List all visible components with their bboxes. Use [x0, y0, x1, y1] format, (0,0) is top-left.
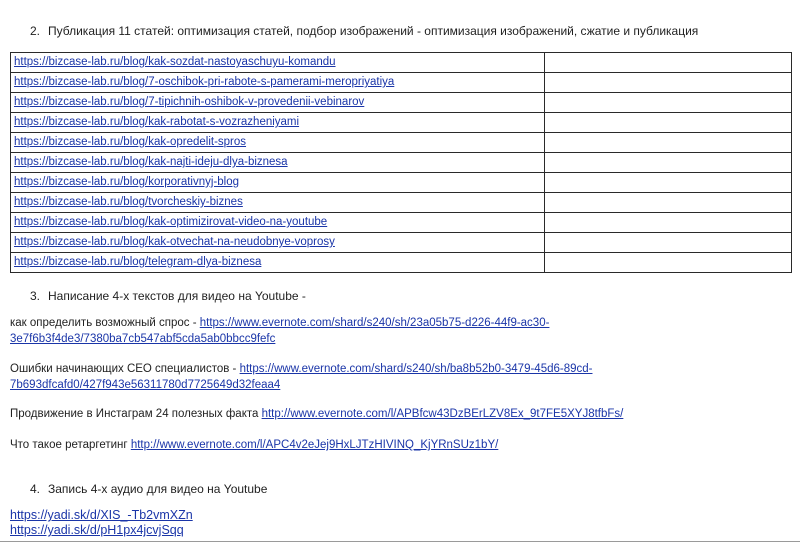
table-row: [11, 133, 792, 153]
table-row: [11, 93, 792, 113]
section-2-heading: [30, 24, 698, 38]
table-cell-empty: [544, 173, 791, 193]
table-cell-empty: [544, 133, 791, 153]
section-2-title: Публикация 11 статей: оптимизация статей, подбор изображений - оптимизация изображений, сжатие и публикация: [48, 24, 699, 38]
article-link[interactable]: https://bizcase-lab.ru/blog/korporativnyj-blog: [14, 176, 240, 188]
evernote-link[interactable]: https://www.evernote.com/shard/s240/sh/ba8b52b0-3479-45d6-89cd-: [239, 363, 593, 375]
table-row: [11, 173, 792, 193]
evernote-link[interactable]: https://www.evernote.com/shard/s240/sh/23a05b75-d226-44f9-ac30-: [199, 317, 550, 329]
article-link[interactable]: https://bizcase-lab.ru/blog/kak-najti-ideju-dlya-biznesa: [14, 156, 288, 168]
table-row: [11, 233, 792, 253]
table-cell-empty: [544, 213, 791, 233]
text-item-label: Ошибки начинающих СЕО специалистов -: [10, 363, 240, 375]
article-link[interactable]: https://bizcase-lab.ru/blog/kak-optimizirovat-video-na-youtube: [14, 216, 328, 228]
text-item: [10, 406, 623, 422]
article-link[interactable]: https://bizcase-lab.ru/blog/kak-sozdat-nastoyaschuyu-komandu: [14, 56, 336, 68]
table-row: [11, 213, 792, 233]
article-link[interactable]: https://bizcase-lab.ru/blog/telegram-dlya-biznesa: [14, 256, 262, 268]
evernote-link[interactable]: http://www.evernote.com/l/APC4v2eJej9HxLJTzHIVINQ_KjYRnSUz1bY/: [130, 439, 499, 451]
section-4-heading: [30, 482, 267, 496]
text-item-label: Что такое ретаргетинг: [10, 439, 131, 451]
section-3-number: 3.: [30, 289, 41, 303]
audio-link-item: [10, 508, 193, 523]
table-cell-empty: [544, 233, 791, 253]
table-cell-empty: [544, 93, 791, 113]
article-link[interactable]: https://bizcase-lab.ru/blog/kak-otvechat-na-neudobnye-voprosy: [14, 236, 335, 248]
table-row: [11, 53, 792, 73]
section-2-number: 2.: [30, 24, 41, 38]
article-link[interactable]: https://bizcase-lab.ru/blog/7-tipichnih-oshibok-v-provedenii-vebinarov: [14, 96, 365, 108]
table-row: [11, 193, 792, 213]
table-cell-empty: [544, 73, 791, 93]
table-cell-empty: [544, 153, 791, 173]
text-item: [10, 361, 592, 393]
section-4-number: 4.: [30, 482, 41, 496]
table-cell-empty: [544, 253, 791, 273]
article-link[interactable]: https://bizcase-lab.ru/blog/kak-rabotat-s-vozrazheniyami: [14, 116, 300, 128]
section-4-title: Запись 4-х аудио для видео на Youtube: [48, 482, 268, 496]
section-3-title: Написание 4-х текстов для видео на Youtube -: [48, 289, 306, 303]
article-link[interactable]: https://bizcase-lab.ru/blog/kak-opredelit-spros: [14, 136, 247, 148]
article-link[interactable]: https://bizcase-lab.ru/blog/tvorcheskiy-biznes: [14, 196, 243, 208]
table-cell-empty: [544, 53, 791, 73]
text-item-label: Продвижение в Инстаграм 24 полезных факта: [10, 408, 262, 420]
evernote-link-continued[interactable]: 3e7f6b3f4de3/7380ba7cb547abf5cda5ab0bbcc9fefc: [10, 333, 276, 345]
page-divider: [0, 541, 800, 542]
table-row: [11, 113, 792, 133]
table-row: [11, 253, 792, 273]
evernote-link[interactable]: http://www.evernote.com/l/APBfcw43DzBErLZV8Ex_9t7FE5XYJ8tfbFs/: [261, 408, 624, 420]
yadisk-link[interactable]: https://yadi.sk/d/pH1px4jcvjSqq: [10, 523, 184, 537]
yadisk-link[interactable]: https://yadi.sk/d/XIS_-Tb2vmXZn: [10, 508, 193, 522]
text-item-label: как определить возможный спрос -: [10, 317, 200, 329]
table-cell-empty: [544, 113, 791, 133]
publication-links-table: [10, 52, 792, 273]
evernote-link-continued[interactable]: 7b693dfcafd0/427f943e56311780d7725649d32feaa4: [10, 379, 281, 391]
text-item: [10, 315, 549, 347]
table-cell-empty: [544, 193, 791, 213]
section-3-heading: [30, 289, 306, 303]
article-link[interactable]: https://bizcase-lab.ru/blog/7-oschibok-pri-rabote-s-pamerami-meropriyatiya: [14, 76, 395, 88]
table-row: [11, 73, 792, 93]
table-row: [11, 153, 792, 173]
audio-link-item: [10, 523, 184, 538]
text-item: [10, 437, 498, 453]
